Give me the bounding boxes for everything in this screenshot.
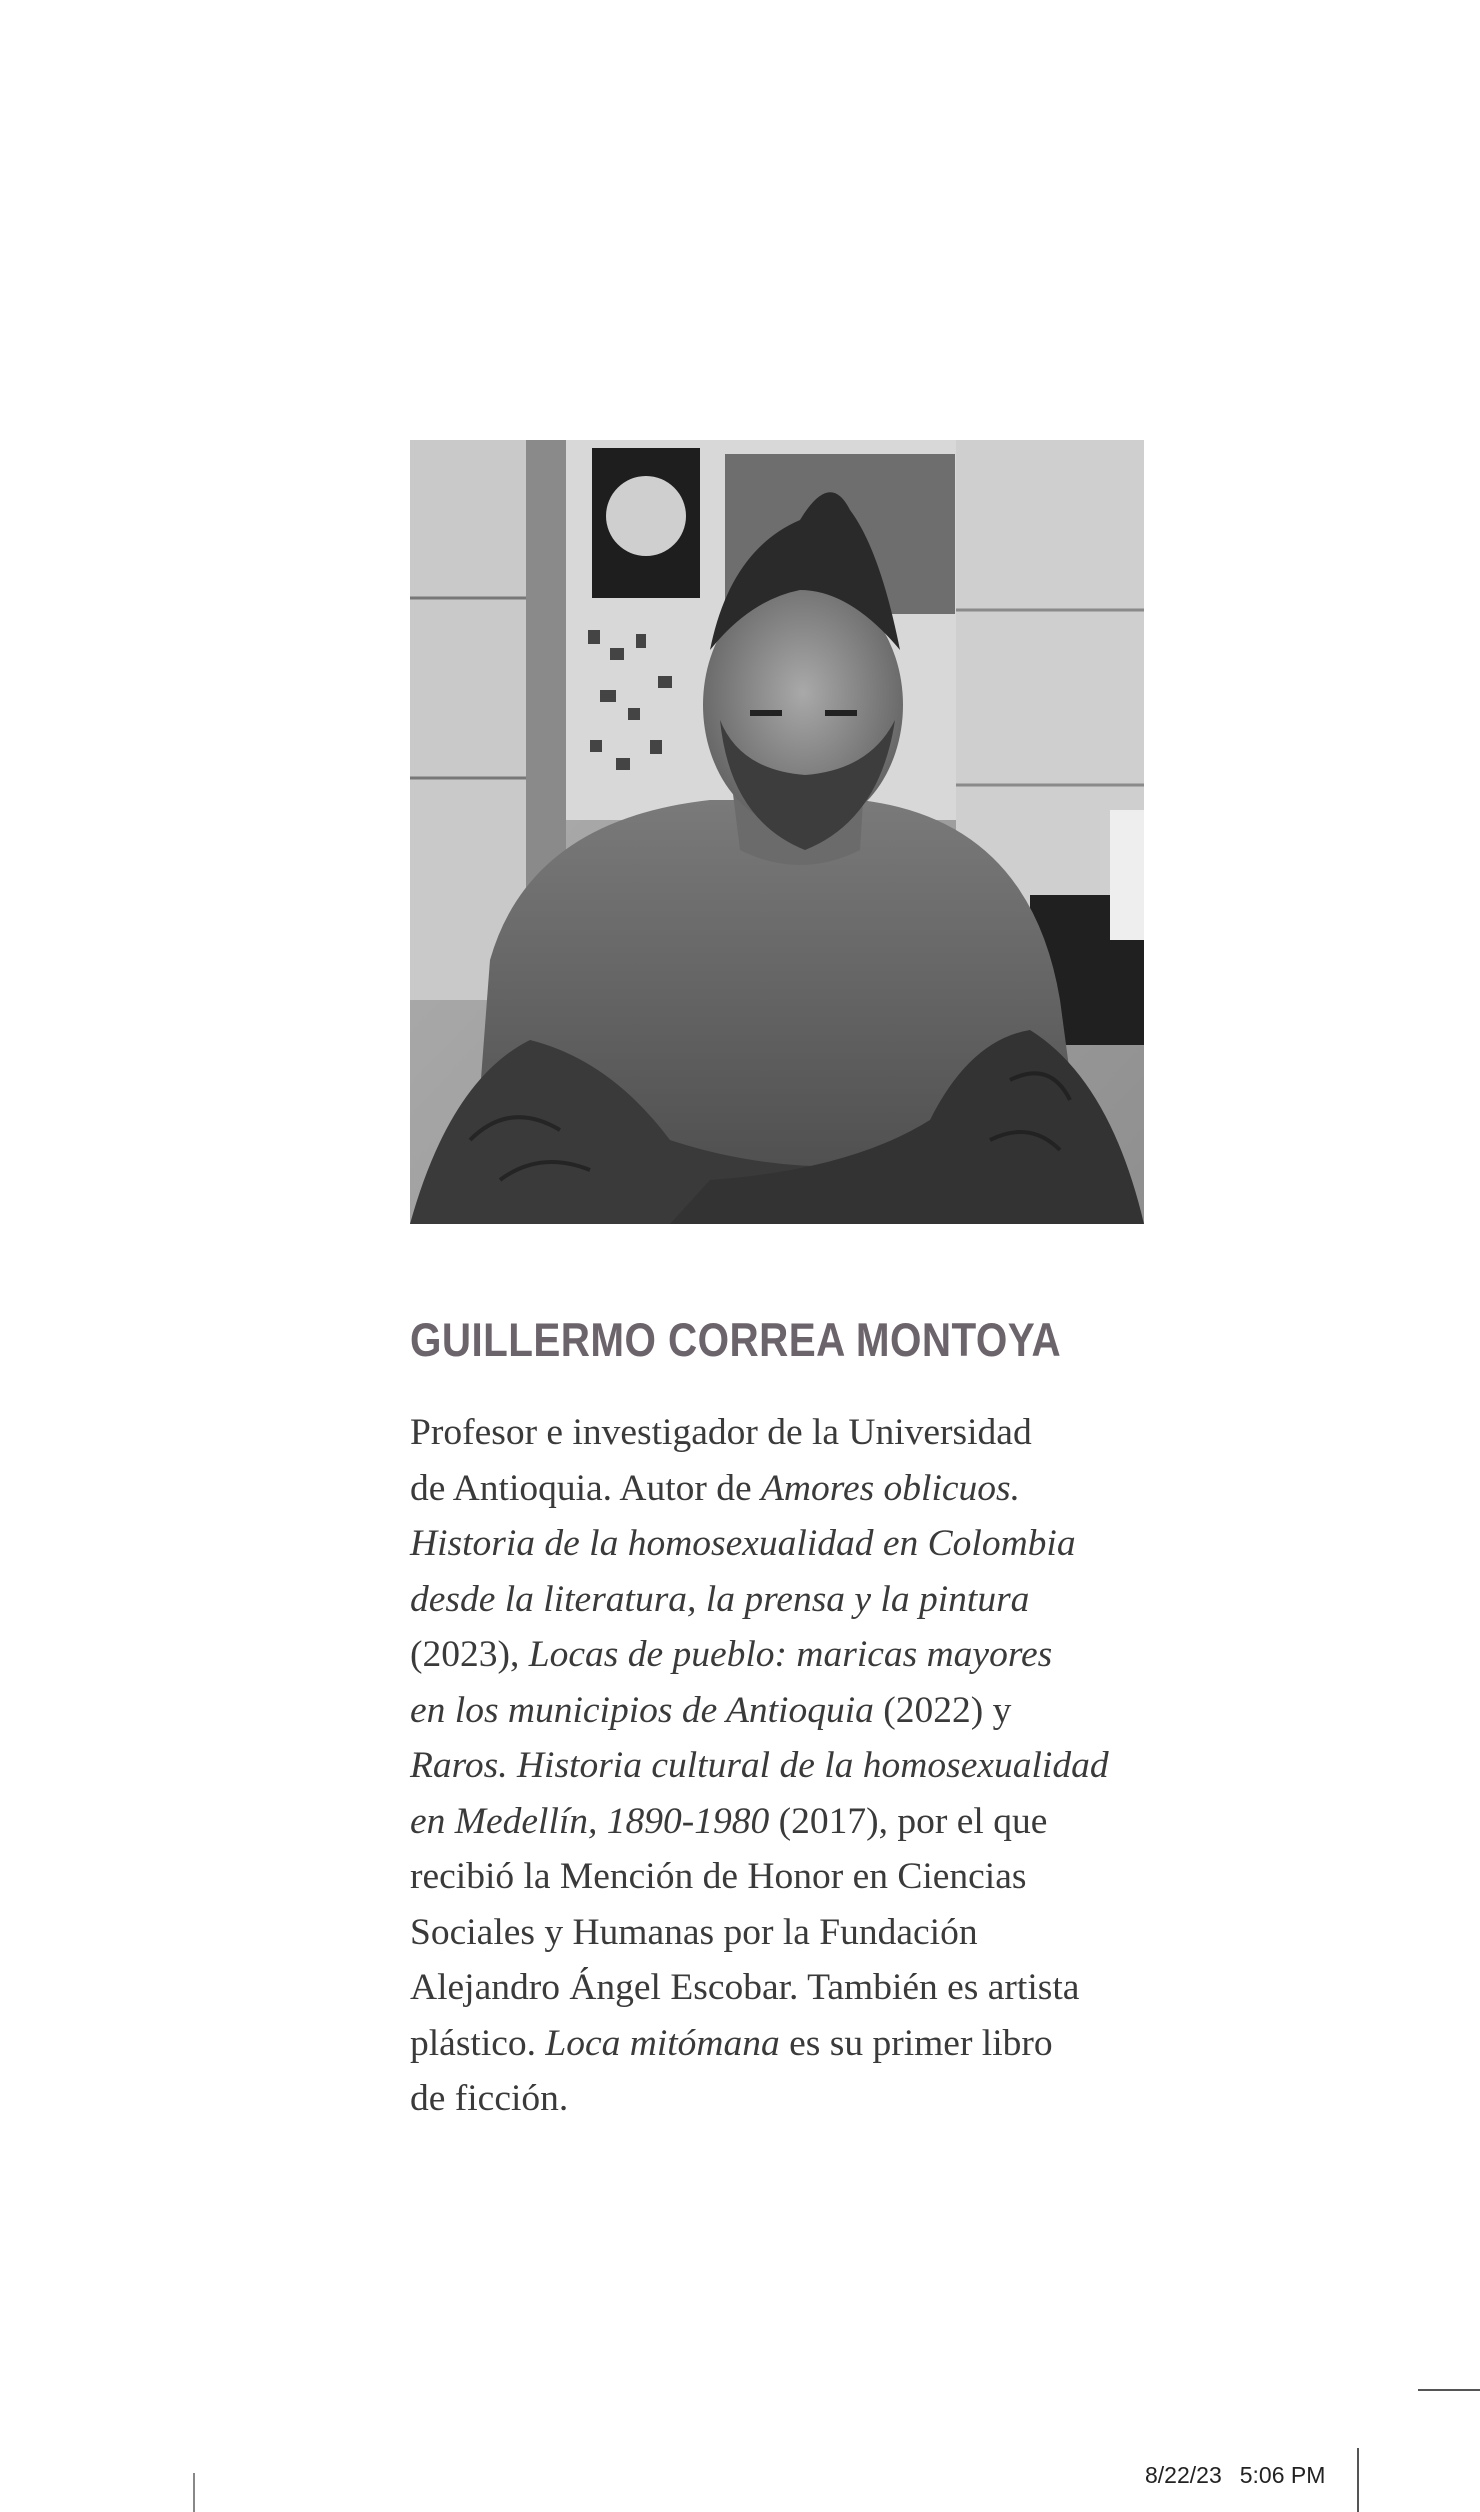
bio-line (410, 1516, 1170, 1572)
bio-line: en los municipios de Antioquia (2022) y (410, 1689, 1012, 1731)
author-portrait-image (410, 440, 1144, 1224)
book-title: Loca mitómana (545, 2022, 780, 2064)
author-bio (410, 1405, 1170, 2127)
author-photo (410, 440, 1144, 1224)
book-title: en los municipios de Antioquia (410, 1689, 874, 1731)
author-name: GUILLERMO CORREA MONTOYA (410, 1313, 1062, 1366)
print-date: 8/22/23 (1145, 2462, 1222, 2488)
print-time: 5:06 PM (1239, 2462, 1326, 2488)
bio-line: recibió la Mención de Honor en Ciencias (410, 1856, 1027, 1897)
book-title: Locas de pueblo: maricas mayores (528, 1634, 1053, 1675)
crop-mark (1418, 2389, 1480, 2391)
book-title: desde la literatura, la prensa y la pintura (410, 1578, 1030, 1620)
crop-mark (1357, 2448, 1359, 2512)
book-title: Historia de la homosexualidad en Colombia (410, 1523, 1076, 1564)
bio-line: en Medellín, 1890-1980 (2017), por el que (410, 1800, 1048, 1842)
book-title: en Medellín, 1890-1980 (410, 1800, 770, 1842)
bio-line: Alejandro Ángel Escobar. También es artista (410, 1967, 1080, 2008)
bio-line: (2023), Locas de pueblo: maricas mayores (410, 1634, 1053, 1675)
bio-line: plástico. Loca mitómana es su primer libro (410, 2022, 1053, 2064)
bio-line: Sociales y Humanas por la Fundación (410, 1911, 978, 1953)
crop-mark (193, 2473, 195, 2512)
print-timestamp (1145, 2462, 1325, 2489)
bio-line: de ficción. (410, 2078, 569, 2119)
book-title: Amores oblicuos. (761, 1467, 1021, 1509)
bio-line (410, 1738, 1170, 1794)
bio-line: de Antioquia. Autor de Amores oblicuos. (410, 1467, 1021, 1509)
book-title: Raros. Historia cultural de la homosexualidad (410, 1745, 1109, 1786)
bio-line (410, 1572, 1170, 1628)
bio-line: Profesor e investigador de la Universidad (410, 1412, 1032, 1453)
